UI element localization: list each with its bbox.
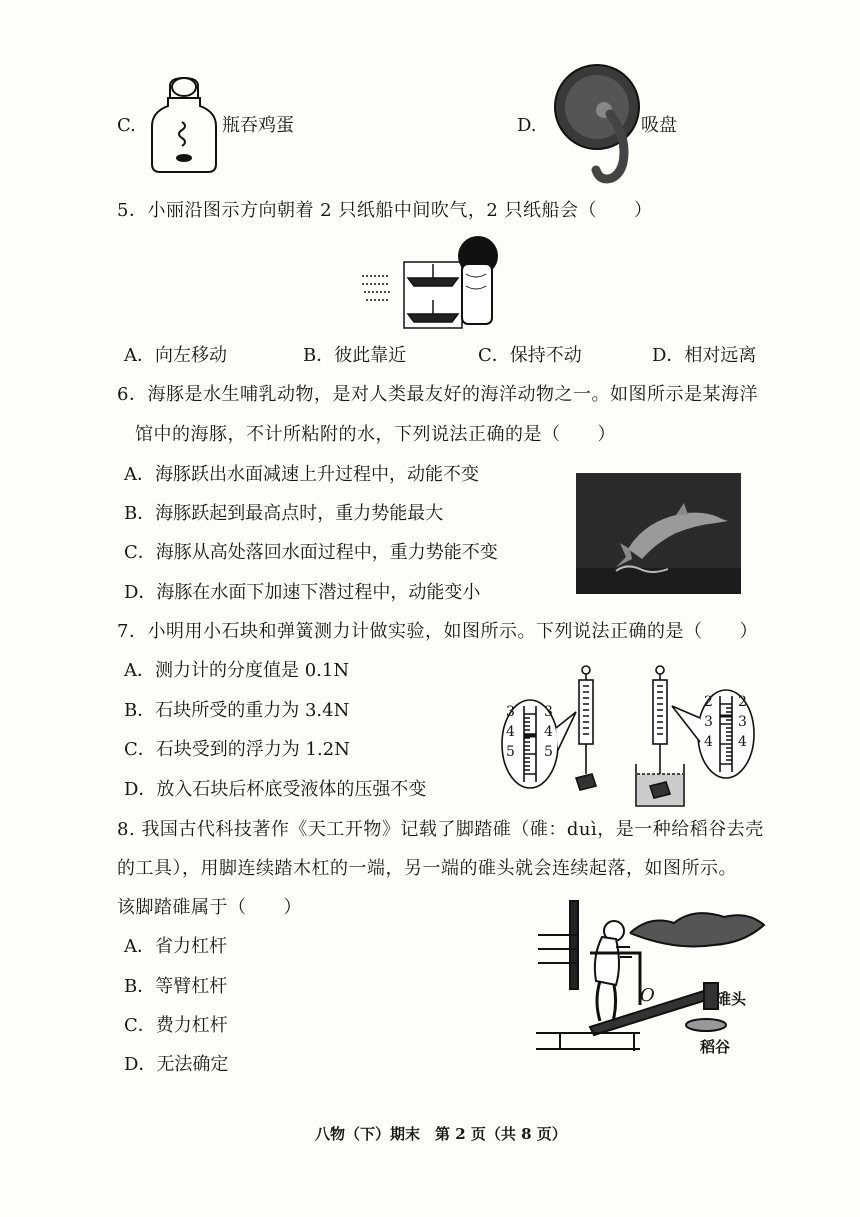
q4-option-d-letter: D.	[517, 115, 537, 136]
q4-option-c-letter: C.	[117, 115, 136, 136]
q8-option-d: D．无法确定	[124, 1054, 229, 1075]
q8-stem-line1: 8. 我国古代科技著作《天工开物》记载了脚踏碓（碓：duì，是一种给稻谷去壳	[117, 819, 764, 840]
right-scale-label-1r: 2	[738, 694, 747, 710]
q7-option-b: B．石块所受的重力为 3.4N	[124, 700, 350, 721]
pestle-head-label: 碓头	[716, 990, 747, 1008]
spring-scale-figure	[500, 662, 758, 810]
q8-option-a: A．省力杠杆	[124, 936, 227, 957]
left-scale-label-1r: 3	[544, 704, 553, 720]
left-scale-label-2r: 4	[544, 724, 553, 740]
q6-option-a: A．海豚跃出水面减速上升过程中，动能不变	[124, 464, 479, 485]
q6-stem-line2: 馆中的海豚，不计所粘附的水，下列说法正确的是（ ）	[135, 424, 616, 445]
left-scale-label-3r: 5	[544, 744, 553, 760]
right-scale-label-3: 4	[704, 734, 713, 750]
q6-option-d: D．海豚在水面下加速下潜过程中，动能变小	[124, 582, 481, 603]
q6-stem-line1: 6．海豚是水生哺乳动物，是对人类最友好的海洋动物之一。如图所示是某海洋	[117, 384, 758, 405]
q7-option-d: D．放入石块后杯底受液体的压强不变	[124, 779, 427, 800]
left-scale-label-1: 3	[506, 704, 515, 720]
q4-option-c-caption: 瓶吞鸡蛋	[222, 115, 294, 136]
right-scale-label-2: 3	[704, 714, 713, 730]
q5-stem: 5．小丽沿图示方向朝着 2 只纸船中间吹气，2 只纸船会（ ）	[117, 200, 653, 221]
q5-option-b: B．彼此靠近	[303, 345, 407, 366]
q8-stem-line3: 该脚踏碓属于（ ）	[117, 897, 302, 918]
q4-option-d-caption: 吸盘	[641, 115, 677, 136]
left-scale-label-2: 4	[506, 724, 515, 740]
q5-option-c: C．保持不动	[478, 345, 582, 366]
bottle-egg-figure	[148, 76, 220, 176]
left-scale-label-3: 5	[506, 744, 515, 760]
grain-label: 稻谷	[700, 1038, 731, 1056]
right-scale-label-2r: 3	[738, 714, 747, 730]
q6-option-c: C．海豚从高处落回水面过程中，重力势能不变	[124, 542, 498, 563]
q5-option-a: A．向左移动	[124, 345, 227, 366]
q6-option-b: B．海豚跃起到最高点时，重力势能最大	[124, 503, 444, 524]
q5-option-d: D．相对远离	[652, 345, 757, 366]
q8-option-c: C．费力杠杆	[124, 1015, 228, 1036]
q8-stem-line2: 的工具），用脚连续踏木杠的一端，另一端的碓头就会连续起落，如图所示。	[117, 858, 737, 879]
dolphin-photo	[576, 473, 741, 594]
page-footer: 八物（下）期末 第 2 页（共 8 页）	[315, 1125, 567, 1143]
right-scale-label-1: 2	[704, 694, 713, 710]
q7-option-a: A．测力计的分度值是 0.1N	[124, 660, 350, 681]
right-scale-label-3r: 4	[738, 734, 747, 750]
suction-cup-figure	[552, 62, 642, 192]
q8-option-b: B．等臂杠杆	[124, 976, 228, 997]
pivot-label: O	[640, 985, 655, 1006]
q7-stem: 7．小明用小石块和弹簧测力计做实验，如图所示。下列说法正确的是（ ）	[117, 621, 758, 642]
foot-pestle-figure	[530, 897, 772, 1067]
q7-option-c: C．石块受到的浮力为 1.2N	[124, 739, 350, 760]
paper-boats-figure	[358, 234, 498, 330]
